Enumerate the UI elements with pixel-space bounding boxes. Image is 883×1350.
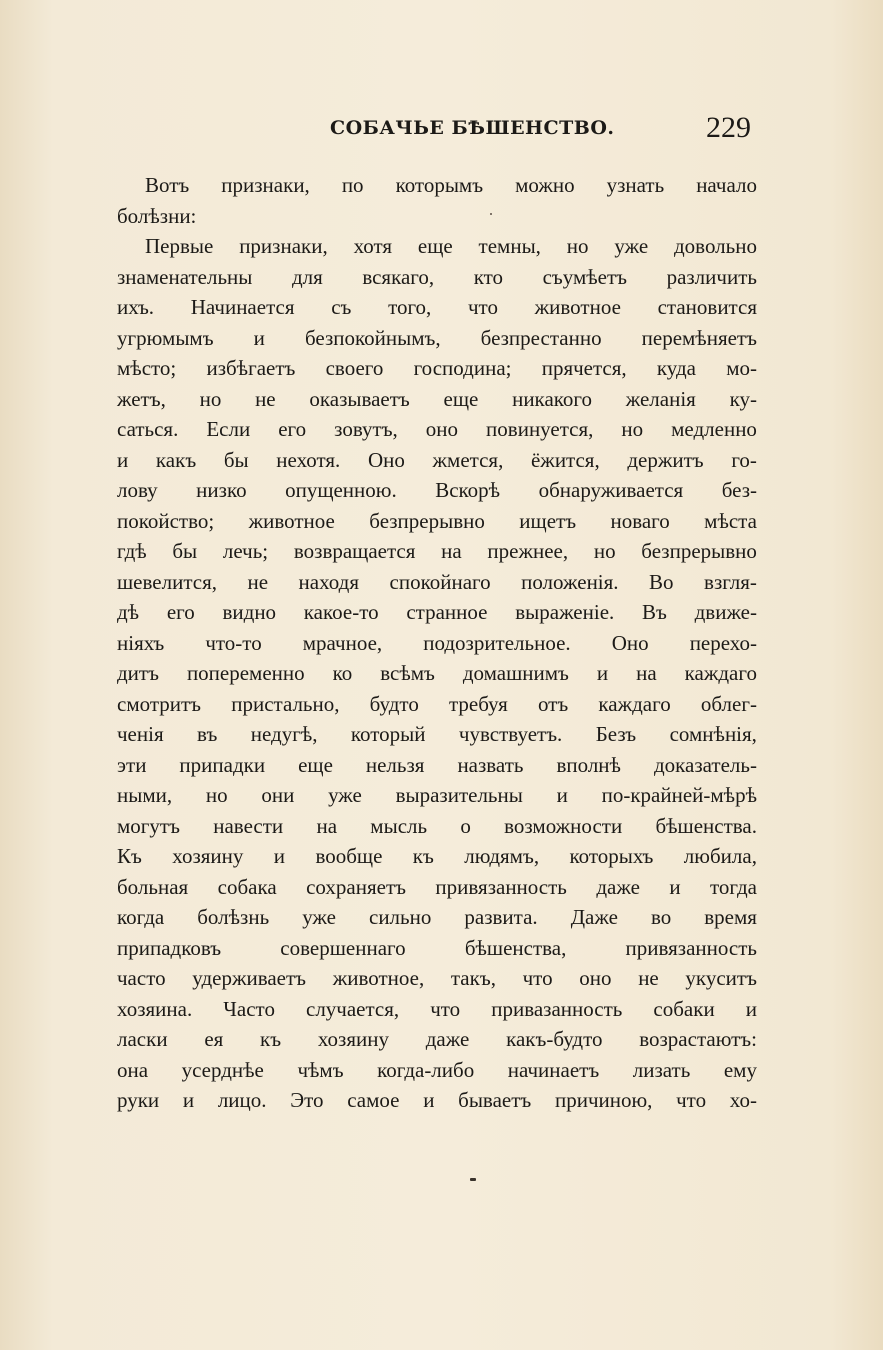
body-text [117, 170, 757, 1116]
text-line: ными, но они уже выразительны и по-крайней-мѣрѣ [117, 783, 757, 807]
text-line: руки и лицо. Это самое и бываетъ причиною, что хо- [117, 1088, 757, 1112]
text-line: когда болѣзнь уже сильно развита. Даже во время [117, 905, 757, 929]
text-line: гдѣ бы лечь; возвращается на прежнее, но безпрерывно [117, 539, 757, 563]
text-line: Къ хозяину и вообще къ людямъ, которыхъ любила, [117, 844, 757, 868]
text-line: Вотъ признаки, по которымъ можно узнать начало [145, 173, 757, 197]
text-line: болѣзни: [117, 203, 197, 228]
text-line: знаменательны для всякаго, кто съумѣетъ различить [117, 264, 757, 289]
text-line: жетъ, но не оказываетъ еще никакого желанія ку- [117, 386, 757, 411]
footer-mark [470, 1178, 476, 1181]
text-line: и какъ бы нехотя. Оно жмется, ёжится, держитъ го- [117, 447, 757, 472]
text-line: смотритъ пристально, будто требуя отъ каждаго облег- [117, 691, 757, 716]
text-line: саться. Если его зовутъ, оно повинуется, но медленно [117, 417, 757, 441]
text-line: дитъ попеременно ко всѣмъ домашнимъ и на каждаго [117, 661, 757, 685]
text-line: ченія въ недугѣ, который чувствуетъ. Безъ сомнѣнія, [117, 722, 757, 746]
text-line: угрюмымъ и безпокойнымъ, безпрестанно перемѣняетъ [117, 325, 757, 350]
text-line: хозяина. Часто случается, что привазанность собаки и [117, 996, 757, 1021]
text-line: эти припадки еще нельзя назвать вполнѣ доказатель- [117, 752, 757, 777]
text-line: покойство; животное безпрерывно ищетъ новаго мѣста [117, 508, 757, 533]
text-line: больная собака сохраняетъ привязанность даже и тогда [117, 874, 757, 899]
text-line: мѣсто; избѣгаетъ своего господина; прячется, куда мо- [117, 356, 757, 380]
text-line: дѣ его видно какое-то странное выраженіе. Въ движе- [117, 600, 757, 624]
text-line: припадковъ совершеннаго бѣшенства, привязанность [117, 935, 757, 960]
text-line: шевелится, не находя спокойнаго положенія. Во взгля- [117, 569, 757, 594]
text-line: Первые признаки, хотя еще темны, но уже довольно [145, 234, 757, 258]
page-number: 229 [706, 111, 751, 144]
text-line: могутъ навести на мысль о возможности бѣшенства. [117, 813, 757, 838]
text-line: ніяхъ что-то мрачное, подозрительное. Оно перехо- [117, 630, 757, 655]
text-line: ласки ея къ хозяину даже какъ-будто возрастаютъ: [117, 1027, 757, 1051]
text-line: лову низко опущенною. Вскорѣ обнаруживается без- [117, 478, 757, 502]
running-title: СОБАЧЬЕ БѢШЕНСТВО. [330, 117, 615, 139]
text-line: ихъ. Начинается съ того, что животное становится [117, 295, 757, 319]
text-line: она усерднѣе чѣмъ когда-либо начинаетъ лизать ему [117, 1057, 757, 1082]
text-line: часто удерживаетъ животное, такъ, что оно не укуситъ [117, 966, 757, 990]
